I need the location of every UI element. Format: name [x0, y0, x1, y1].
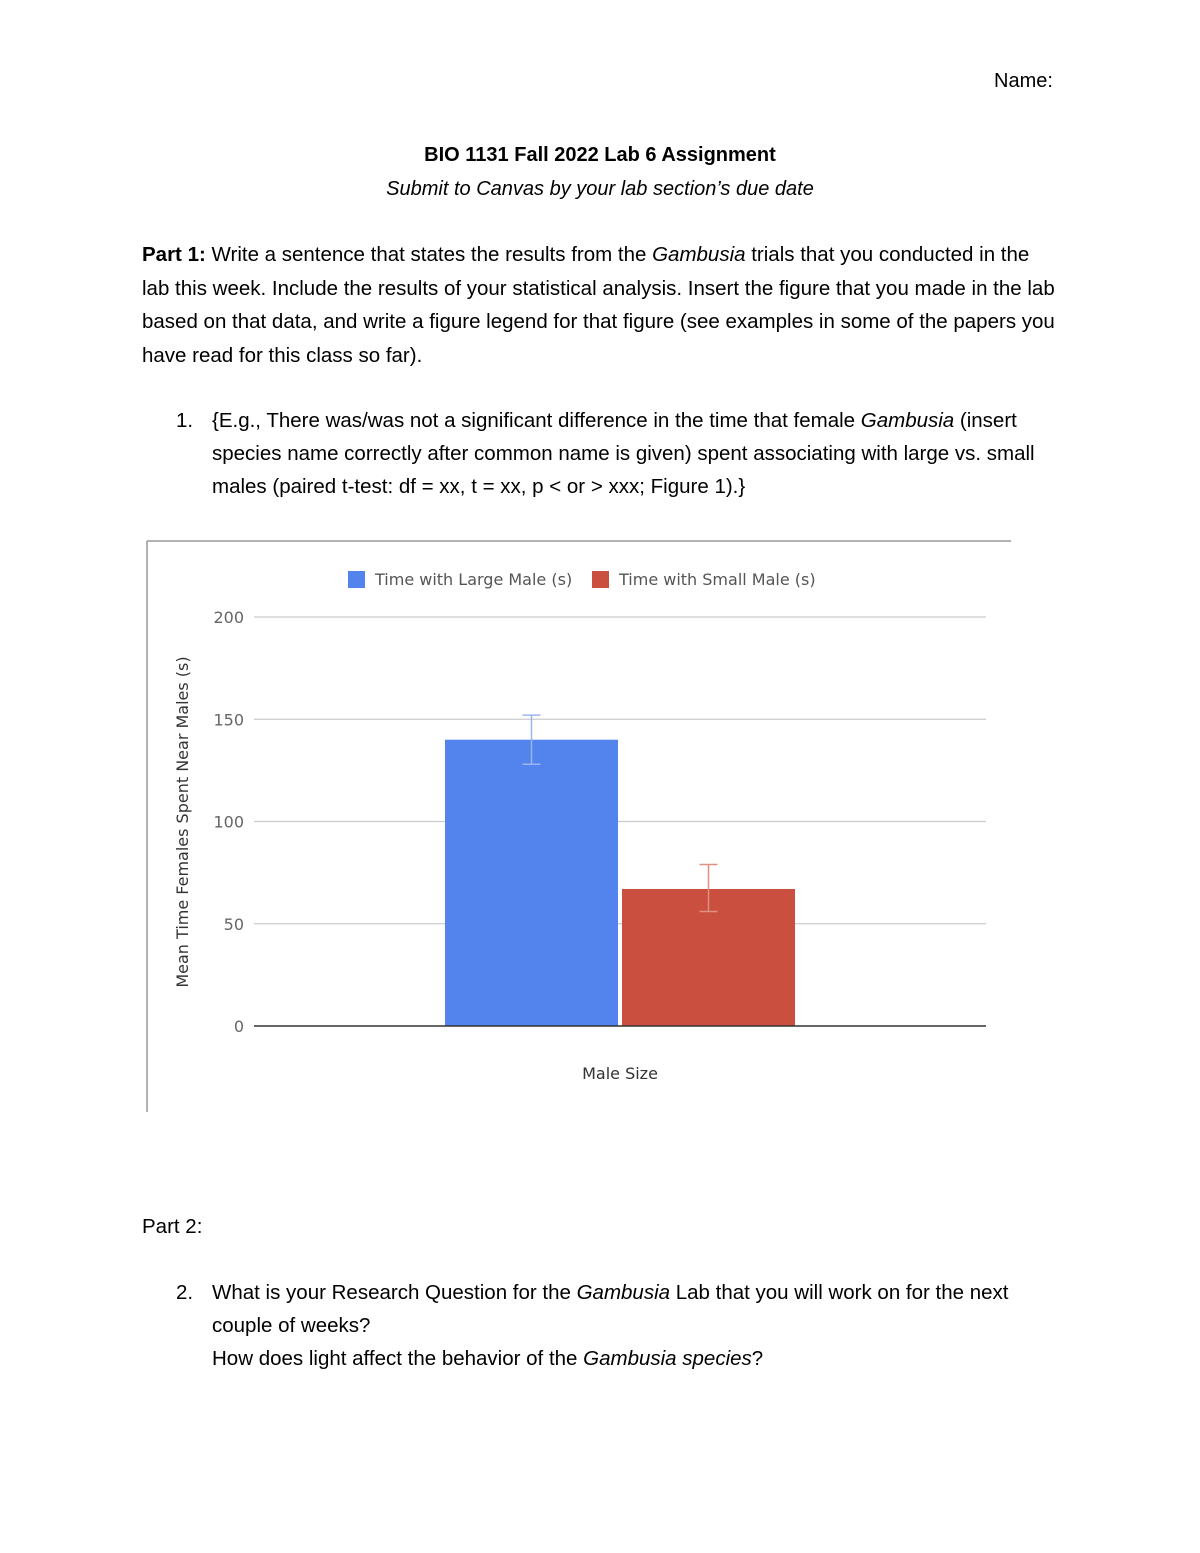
bar-chart-svg [146, 540, 1011, 1112]
item2-answer[interactable] [212, 1342, 1062, 1375]
bar-large-male [445, 740, 618, 1026]
item2-text-b: Lab that you will work on for the next couple of weeks? [212, 1281, 1009, 1337]
figure-1-chart [146, 540, 1011, 1112]
x-axis-title: Male Size [582, 1064, 658, 1083]
legend-swatch-small-male [592, 571, 609, 588]
name-label: Name: [994, 70, 1053, 92]
document-title: BIO 1131 Fall 2022 Lab 6 Assignment [424, 144, 776, 166]
legend-label: Time with Small Male (s) [619, 570, 816, 589]
part1-instructions [142, 238, 1062, 372]
y-tick-label: 0 [233, 1017, 244, 1036]
y-tick-label: 200 [213, 608, 244, 627]
y-tick-label: 100 [213, 812, 244, 832]
item2-question [212, 1276, 1062, 1342]
part1-genus: Gambusia [652, 243, 746, 266]
item2-answer-a: How does light affect the behavior of the [212, 1347, 584, 1370]
item2-genus: Gambusia [576, 1281, 671, 1304]
part2-label: Part 2: [142, 1215, 203, 1238]
item2-answer-b: ? [751, 1347, 764, 1370]
item1-text-a: {E.g., There was/was not a significant difference in the time that female [212, 409, 861, 432]
y-tick-label: 150 [213, 710, 244, 730]
item2-text-a: What is your Research Question for the [212, 1281, 577, 1304]
y-tick-label: 50 [223, 914, 244, 934]
item1-number: 1. [176, 409, 194, 432]
part1-text-b: trials that you conducted in the lab this week. Include the results of your statistical analysis. Insert the figure that you made in the lab based on that data, and write a figure legend for that figure (see examples in some of the papers you have read for this class so far). [142, 243, 1055, 367]
item2-answer-genus: Gambusia species [583, 1347, 752, 1370]
legend-swatch-large-male [348, 571, 365, 588]
item2-number: 2. [176, 1281, 194, 1304]
item1-text [212, 404, 1062, 503]
part1-text-a: Write a sentence that states the results from the [205, 243, 653, 266]
item1-genus: Gambusia [860, 409, 955, 432]
y-axis-title: Mean Time Females Spent Near Males (s) [173, 656, 192, 988]
part1-label: Part 1: [142, 243, 206, 266]
document-subtitle: Submit to Canvas by your lab section’s due date [386, 178, 814, 200]
legend-label: Time with Large Male (s) [375, 570, 573, 589]
item1-text-b: (insert species name correctly after common name is given) spent associating with large vs. small males (paired t-test: df = xx, t = xx, p < or > xxx; Figure 1).} [212, 409, 1035, 498]
